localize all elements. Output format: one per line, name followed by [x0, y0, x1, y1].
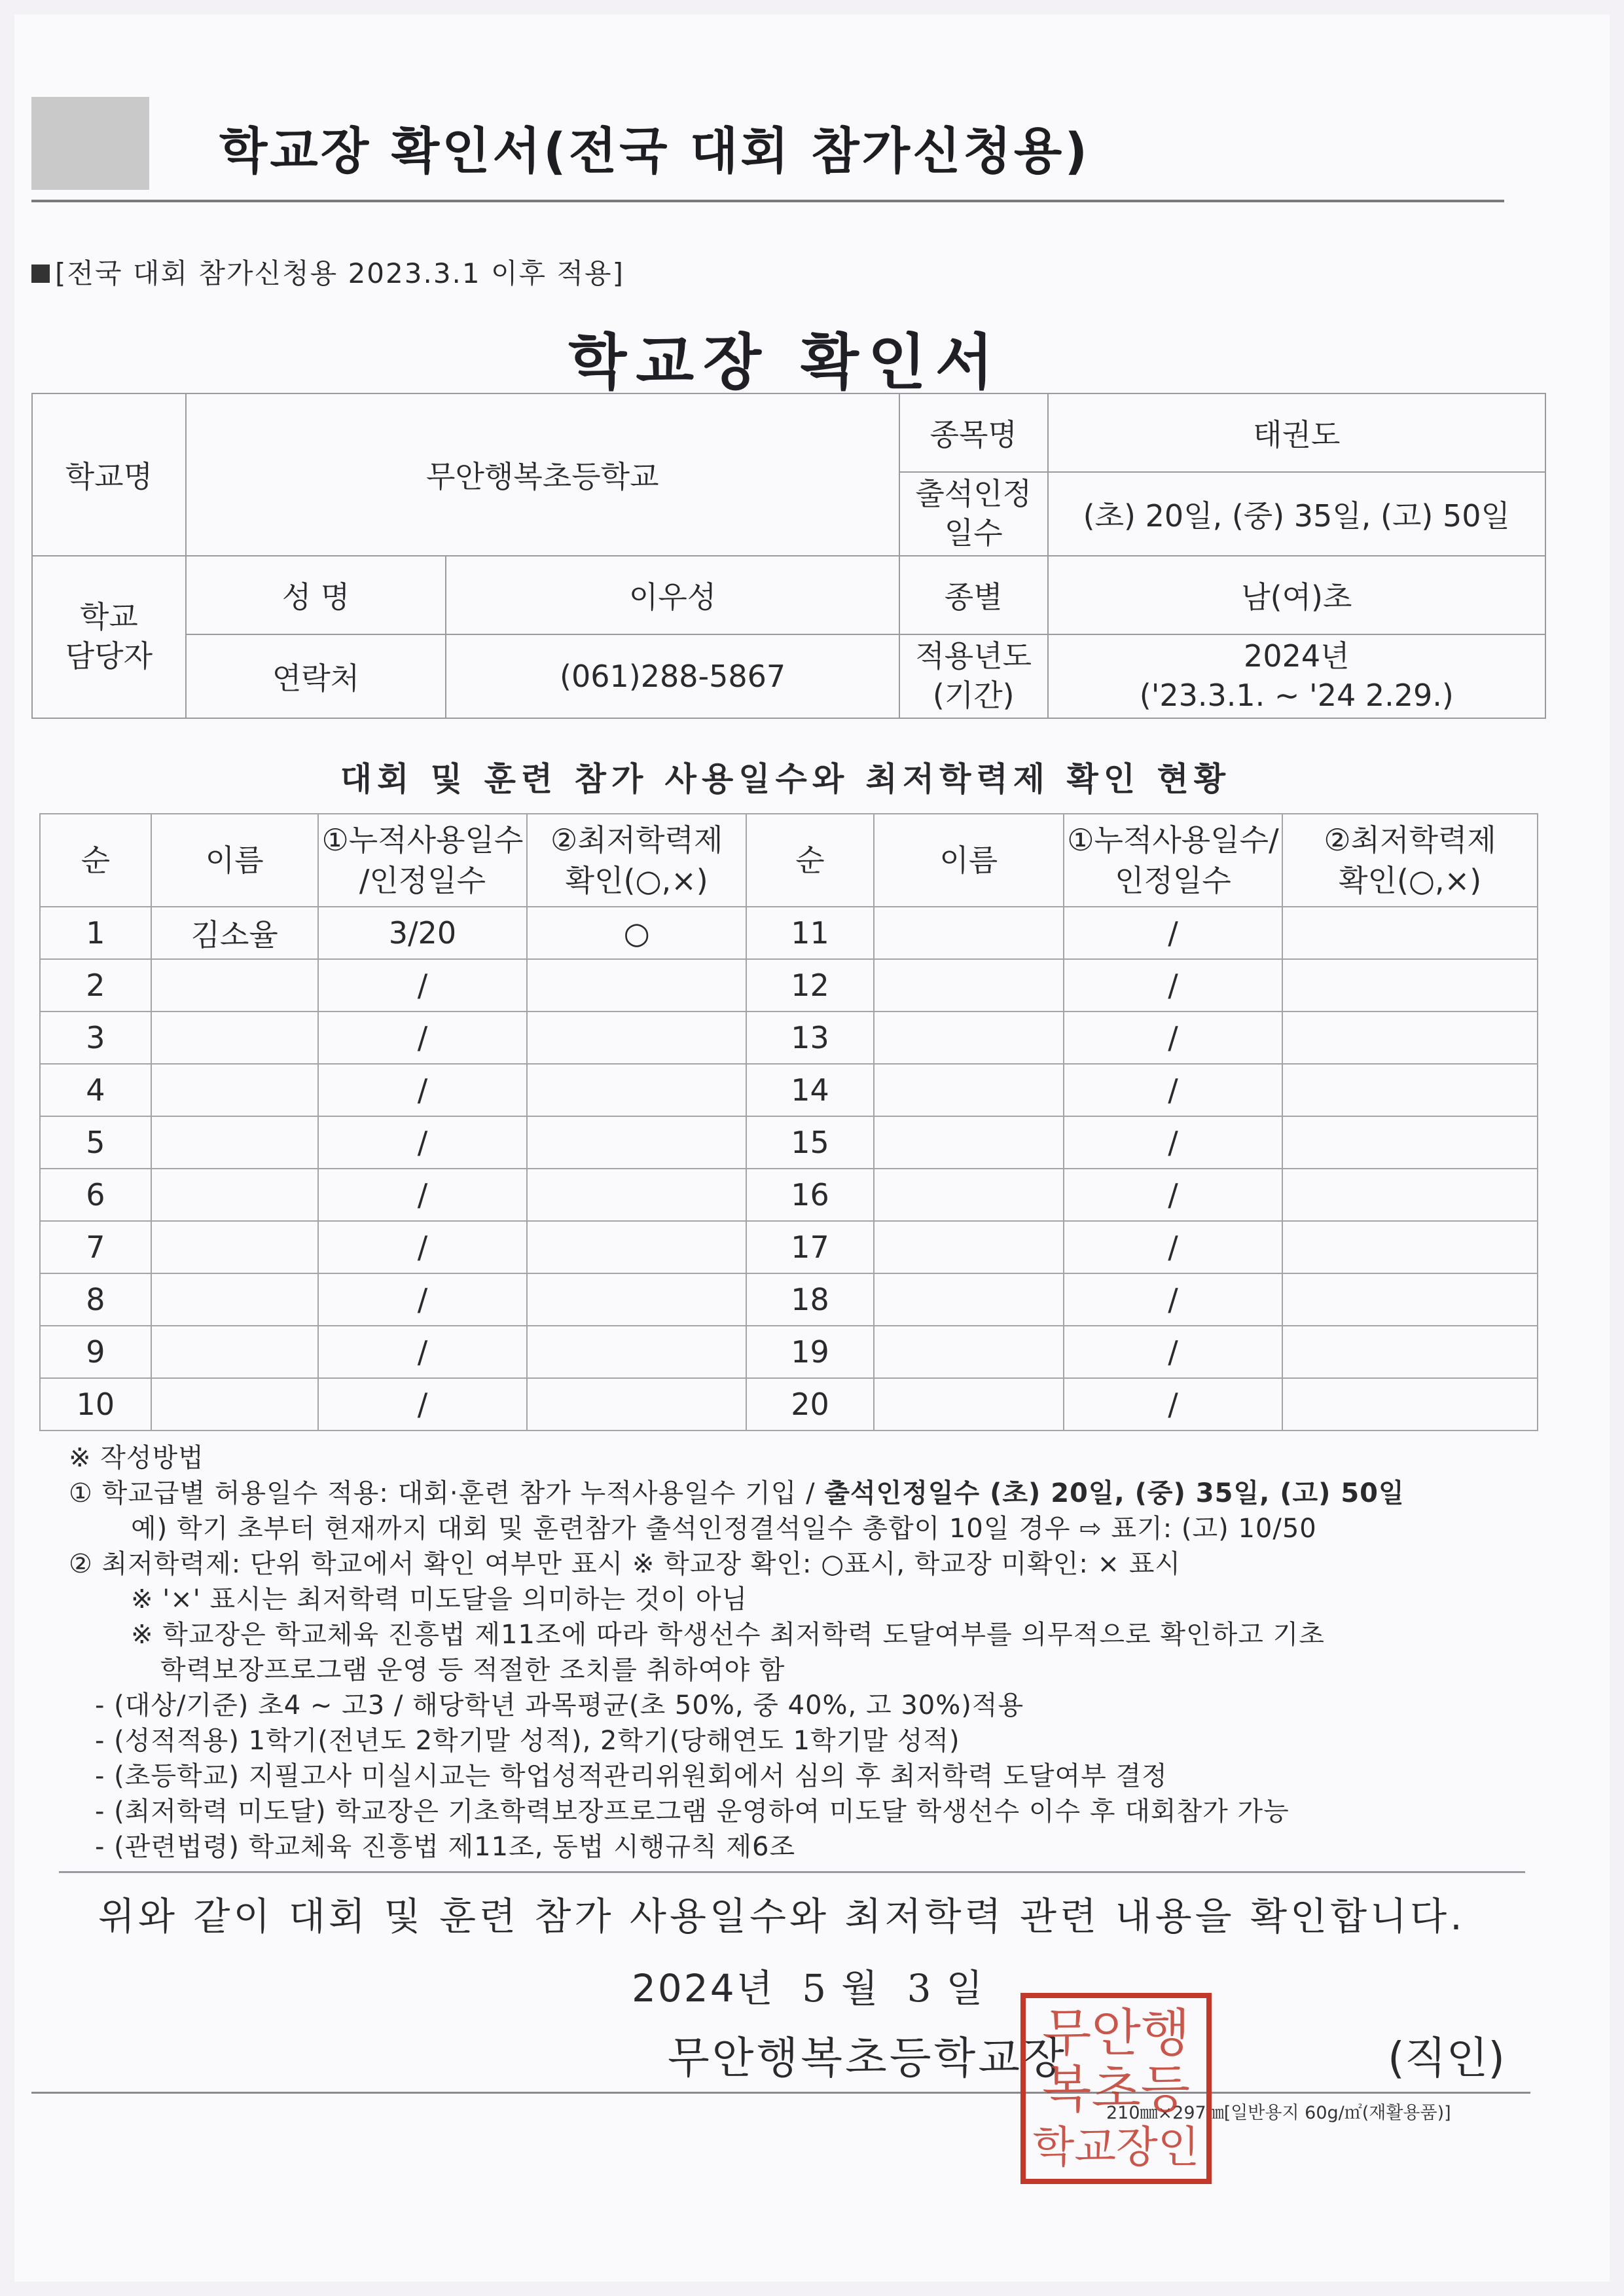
row-no-right: 16 [746, 1169, 874, 1221]
detail-grades: - (성적적용) 1학기(전년도 2학기말 성적), 2학기(당해연도 1학기말 성적) [95, 1726, 960, 1756]
applicability-notice [31, 252, 624, 291]
row-days-left: / [318, 1169, 528, 1221]
row-no-left: 6 [40, 1169, 151, 1221]
row-name-right [874, 1221, 1064, 1273]
row-days-left: / [318, 1326, 528, 1378]
row-no-right: 17 [746, 1221, 874, 1273]
note-1-example: 예) 학기 초부터 현재까지 대회 및 훈련참가 출석인정결석일수 총합이 10일 경우 ⇨ 표기: (고) 10/50 [131, 1514, 1317, 1544]
row-days-left: / [318, 1116, 528, 1169]
row-days-right: / [1064, 1378, 1283, 1430]
row-check-right [1282, 1273, 1538, 1326]
col-header-no-left: 순 [40, 814, 151, 907]
row-name-right [874, 907, 1064, 959]
row-no-left: 7 [40, 1221, 151, 1273]
row-check-right [1282, 1116, 1538, 1169]
col-header-no-right: 순 [746, 814, 874, 907]
row-check-left [527, 1221, 746, 1273]
usage-section-title: 대회 및 훈련 참가 사용일수와 최저학력제 확인 현황 [340, 760, 1231, 798]
row-check-left [527, 959, 746, 1011]
row-no-right: 15 [746, 1116, 874, 1169]
info-table [31, 393, 1546, 719]
row-no-right: 11 [746, 907, 874, 959]
row-no-right: 12 [746, 959, 874, 1011]
instructions [69, 1440, 1535, 1865]
table-row [40, 959, 1538, 1011]
school-seal-stamp [1018, 1990, 1214, 2187]
col-header-name-right: 이름 [874, 814, 1064, 907]
confirmation-statement: 위와 같이 대회 및 훈련 참가 사용일수와 최저학력 관련 내용을 확인합니다. [98, 1894, 1466, 1939]
note-2-sub: ※ '×' 표시는 최저학력 미도달을 의미하는 것이 아님 [131, 1584, 748, 1614]
row-no-right: 14 [746, 1064, 874, 1116]
row-days-right: / [1064, 1273, 1283, 1326]
row-no-left: 8 [40, 1273, 151, 1326]
note-3-line-2: 학력보장프로그램 운영 등 적절한 조치를 취하여야 함 [160, 1655, 785, 1685]
row-name-left [151, 1378, 318, 1430]
date-month: 5 [802, 1966, 829, 2011]
row-days-left: / [318, 1221, 528, 1273]
row-name-left [151, 1169, 318, 1221]
note-3-line-1: ※ 학교장은 학교체육 진흥법 제11조에 따라 학생선수 최저학력 도달여부를 의무적으로 확인하고 기초 [131, 1620, 1325, 1650]
staff-label: 학교 담당자 [32, 556, 186, 718]
row-days-left: / [318, 959, 528, 1011]
row-name-left [151, 1326, 318, 1378]
row-days-right: / [1064, 1169, 1283, 1221]
table-row [40, 1011, 1538, 1064]
gender-label: 종별 [899, 556, 1048, 634]
row-days-left: / [318, 1064, 528, 1116]
row-days-left: / [318, 1011, 528, 1064]
row-check-right [1282, 1011, 1538, 1064]
row-days-right: / [1064, 1011, 1283, 1064]
note-1-text: ① 학교급별 허용일수 적용: 대회·훈련 참가 누적사용일수 기입 / [69, 1478, 825, 1508]
row-check-right [1282, 1169, 1538, 1221]
sport-value: 태권도 [1048, 393, 1545, 472]
row-name-left [151, 959, 318, 1011]
official-seal-note: (직인) [1388, 2033, 1506, 2083]
notes-divider [59, 1871, 1525, 1873]
col-header-check-left: ②최저학력제 확인(○,×) [527, 814, 746, 907]
row-check-right [1282, 1326, 1538, 1378]
row-days-left: / [318, 1378, 528, 1430]
square-bullet-icon [31, 264, 50, 283]
contact-value: (061)288-5867 [446, 634, 899, 718]
row-no-right: 20 [746, 1378, 874, 1430]
date-month-unit: 월 [841, 1966, 880, 2011]
row-no-left: 9 [40, 1326, 151, 1378]
row-name-right [874, 1326, 1064, 1378]
table-row [40, 1169, 1538, 1221]
contact-label: 연락처 [186, 634, 446, 718]
row-check-right [1282, 907, 1538, 959]
row-days-right: / [1064, 1326, 1283, 1378]
row-days-left: 3/20 [318, 907, 528, 959]
row-check-right [1282, 1378, 1538, 1430]
table-row [40, 907, 1538, 959]
note-1-bold: 출석인정일수 (초) 20일, (중) 35일, (고) 50일 [824, 1478, 1405, 1508]
note-1 [69, 1476, 1535, 1511]
school-name-label: 학교명 [32, 393, 186, 556]
staff-name-value: 이우성 [446, 556, 899, 634]
date-day: 3 [907, 1966, 933, 2011]
row-no-right: 18 [746, 1273, 874, 1326]
row-name-right [874, 959, 1064, 1011]
header-divider [31, 200, 1504, 202]
principal-title: 무안행복초등학교장 [668, 2033, 1067, 2083]
row-check-right [1282, 1064, 1538, 1116]
attendance-days-label: 출석인정 일수 [899, 472, 1048, 556]
apply-period-value: ('23.3.1. ~ '24 2.29.) [1139, 678, 1454, 713]
row-no-right: 19 [746, 1326, 874, 1378]
row-days-left: / [318, 1273, 528, 1326]
row-name-left [151, 1116, 318, 1169]
note-2: ② 최저학력제: 단위 학교에서 확인 여부만 표시 ※ 학교장 확인: ○표시, 학교장 미확인: × 표시 [69, 1549, 1182, 1579]
notice-text: [전국 대회 참가신청용 2023.3.1 이후 적용] [55, 257, 624, 289]
table-row [40, 1064, 1538, 1116]
row-days-right: / [1064, 959, 1283, 1011]
detail-target: - (대상/기준) 초4 ~ 고3 / 해당학년 과목평균(초 50%, 중 40%, 고 30%)적용 [95, 1690, 1024, 1721]
row-no-left: 5 [40, 1116, 151, 1169]
svg-text:무안행: 무안행 [1041, 2004, 1191, 2063]
row-days-right: / [1064, 1221, 1283, 1273]
gender-value: 남(여)초 [1048, 556, 1545, 634]
date-year: 2024년 [632, 1966, 775, 2011]
row-name-right [874, 1064, 1064, 1116]
detail-below-min: - (최저학력 미도달) 학교장은 기초학력보장프로그램 운영하여 미도달 학생선수 이수 후 대회참가 가능 [95, 1796, 1290, 1827]
row-check-left: ○ [527, 907, 746, 959]
table-row [40, 1116, 1538, 1169]
paper-spec: 210㎜×297㎜[일반용지 60g/㎡(재활용품)] [1106, 2103, 1451, 2123]
usage-table [39, 813, 1538, 1431]
school-name-value: 무안행복초등학교 [186, 393, 899, 556]
row-name-right [874, 1011, 1064, 1064]
date-day-unit: 일 [946, 1966, 985, 2011]
row-no-right: 13 [746, 1011, 874, 1064]
title-shade-block [31, 97, 149, 190]
table-row [40, 1221, 1538, 1273]
col-header-days-right: ①누적사용일수/ 인정일수 [1064, 814, 1283, 907]
footer-divider [31, 2092, 1530, 2094]
apply-year-label: 적용년도 (기간) [899, 634, 1048, 718]
document-title: 학교장 확인서 [568, 327, 1003, 397]
table-row [40, 1273, 1538, 1326]
row-name-left: 김소율 [151, 907, 318, 959]
col-header-name-left: 이름 [151, 814, 318, 907]
row-days-right: / [1064, 1116, 1283, 1169]
row-no-left: 1 [40, 907, 151, 959]
signing-date [632, 1958, 985, 2013]
row-no-left: 4 [40, 1064, 151, 1116]
row-days-right: / [1064, 907, 1283, 959]
attendance-days-value: (초) 20일, (중) 35일, (고) 50일 [1048, 472, 1545, 556]
row-no-left: 2 [40, 959, 151, 1011]
form-header-title: 학교장 확인서(전국 대회 참가신청용) [219, 122, 1091, 180]
sport-label: 종목명 [899, 393, 1048, 472]
row-name-left [151, 1221, 318, 1273]
row-no-left: 3 [40, 1011, 151, 1064]
row-check-left [527, 1011, 746, 1064]
table-row [40, 1378, 1538, 1430]
row-check-left [527, 1116, 746, 1169]
row-name-left [151, 1011, 318, 1064]
detail-elementary: - (초등학교) 지필고사 미실시교는 학업성적관리위원회에서 심의 후 최저학력 도달여부 결정 [95, 1761, 1168, 1791]
row-name-right [874, 1169, 1064, 1221]
row-no-left: 10 [40, 1378, 151, 1430]
row-check-right [1282, 959, 1538, 1011]
row-check-left [527, 1273, 746, 1326]
apply-year-value: 2024년 [1244, 638, 1350, 674]
row-name-left [151, 1064, 318, 1116]
row-check-left [527, 1064, 746, 1116]
apply-year-cell [1048, 634, 1545, 718]
table-row [40, 1326, 1538, 1378]
row-check-right [1282, 1221, 1538, 1273]
row-name-right [874, 1378, 1064, 1430]
row-days-right: / [1064, 1064, 1283, 1116]
svg-text:학교장인: 학교장인 [1032, 2122, 1200, 2172]
row-name-right [874, 1273, 1064, 1326]
row-check-left [527, 1378, 746, 1430]
row-name-left [151, 1273, 318, 1326]
col-header-days-left: ①누적사용일수 /인정일수 [318, 814, 528, 907]
staff-name-label: 성 명 [186, 556, 446, 634]
notes-heading: ※ 작성방법 [69, 1443, 204, 1473]
row-check-left [527, 1326, 746, 1378]
row-name-right [874, 1116, 1064, 1169]
row-check-left [527, 1169, 746, 1221]
detail-laws: - (관련법령) 학교체육 진흥법 제11조, 동법 시행규칙 제6조 [95, 1832, 796, 1862]
svg-text:복초등: 복초등 [1041, 2060, 1191, 2119]
col-header-check-right: ②최저학력제 확인(○,×) [1282, 814, 1538, 907]
